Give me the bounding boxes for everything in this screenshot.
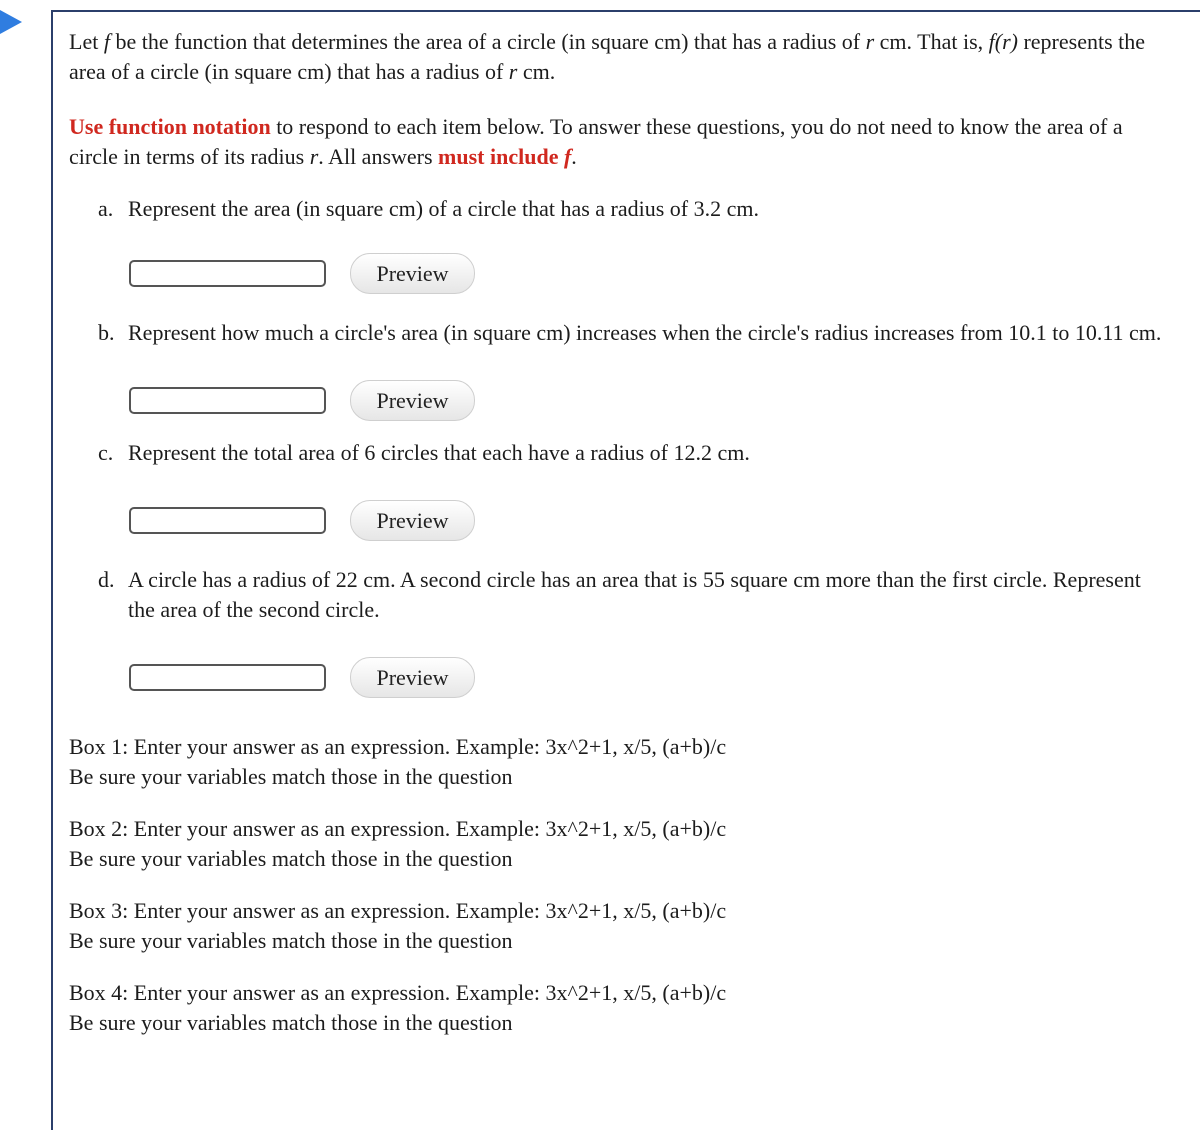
item-prompt: Represent the total area of 6 circles that each have a radius of 12.2 cm.: [128, 440, 750, 465]
emphasis-must-include: must include: [438, 144, 559, 169]
question-content: [69, 27, 1169, 1038]
item-letter: c.: [98, 440, 114, 465]
math-r: r: [309, 144, 319, 169]
play-icon[interactable]: [0, 10, 22, 34]
instructions-text-part: .: [571, 144, 577, 169]
preview-button-1[interactable]: Preview: [350, 253, 475, 294]
emphasis-function-notation: Use function notation: [69, 114, 271, 139]
item-prompt: A circle has a radius of 22 cm. A second circle has an area that is 55 square cm more than the first circle. Represent the area of the second circle.: [128, 567, 1141, 622]
answer-input-1[interactable]: [129, 260, 326, 287]
box-2-note: [69, 814, 1169, 874]
note-line: Box 3: Enter your answer as an expression. Example: 3x^2+1, x/5, (a+b)/c: [69, 898, 727, 923]
question-item-b: [98, 318, 1169, 348]
math-f-of-r: f(r): [988, 29, 1018, 54]
item-text: [98, 565, 1169, 625]
note-line: Be sure your variables match those in the question: [69, 928, 513, 953]
intro-text-part: be the function that determines the area of a circle (in square cm) that has a radius of: [109, 29, 866, 54]
item-text: [98, 194, 1169, 224]
note-line: Box 4: Enter your answer as an expression. Example: 3x^2+1, x/5, (a+b)/c: [69, 980, 727, 1005]
answer-row-a: [129, 253, 1169, 294]
answer-row-c: [129, 500, 1169, 541]
intro-text: [69, 27, 1169, 87]
box-3-note: [69, 896, 1169, 956]
intro-text-part: cm. That is,: [874, 29, 989, 54]
answer-row-b: [129, 380, 1169, 421]
question-item-d: [98, 565, 1169, 625]
intro-text-part: cm.: [517, 59, 556, 84]
instructions-text: [69, 112, 1169, 172]
instructions-text-part: . All answers: [318, 144, 439, 169]
answer-input-4[interactable]: [129, 664, 326, 691]
note-line: Be sure your variables match those in the question: [69, 846, 513, 871]
item-prompt: Represent how much a circle's area (in square cm) increases when the circle's radius increases from 10.1 to 10.11 cm.: [128, 320, 1162, 345]
item-letter: b.: [98, 320, 115, 345]
note-line: Box 2: Enter your answer as an expression. Example: 3x^2+1, x/5, (a+b)/c: [69, 816, 727, 841]
note-line: Be sure your variables match those in the question: [69, 764, 513, 789]
item-text: [98, 318, 1169, 348]
intro-text-part: represents the area of a circle (in square cm) that has a radius of: [69, 29, 1146, 84]
answer-input-2[interactable]: [129, 387, 326, 414]
math-r: r: [865, 29, 875, 54]
answer-row-d: [129, 657, 1169, 698]
note-line: Box 1: Enter your answer as an expression. Example: 3x^2+1, x/5, (a+b)/c: [69, 734, 727, 759]
question-item-a: [98, 194, 1169, 224]
instructions-text-part: to respond to each item below. To answer these questions, you do not need to know the area of a circle in terms of its radius: [69, 114, 1123, 169]
preview-button-3[interactable]: Preview: [350, 500, 475, 541]
math-f: f: [563, 144, 572, 169]
box-4-note: [69, 978, 1169, 1038]
item-letter: a.: [98, 196, 114, 221]
answer-input-3[interactable]: [129, 507, 326, 534]
preview-button-2[interactable]: Preview: [350, 380, 475, 421]
intro-text-part: Let: [69, 29, 104, 54]
item-letter: d.: [98, 567, 115, 592]
preview-button-4[interactable]: Preview: [350, 657, 475, 698]
note-line: Be sure your variables match those in the question: [69, 1010, 513, 1035]
question-panel: [51, 10, 1200, 1130]
item-text: [98, 438, 1169, 468]
math-f: f: [103, 29, 110, 54]
question-item-c: [98, 438, 1169, 468]
math-r: r: [508, 59, 518, 84]
item-prompt: Represent the area (in square cm) of a circle that has a radius of 3.2 cm.: [128, 196, 760, 221]
box-1-note: [69, 732, 1169, 792]
